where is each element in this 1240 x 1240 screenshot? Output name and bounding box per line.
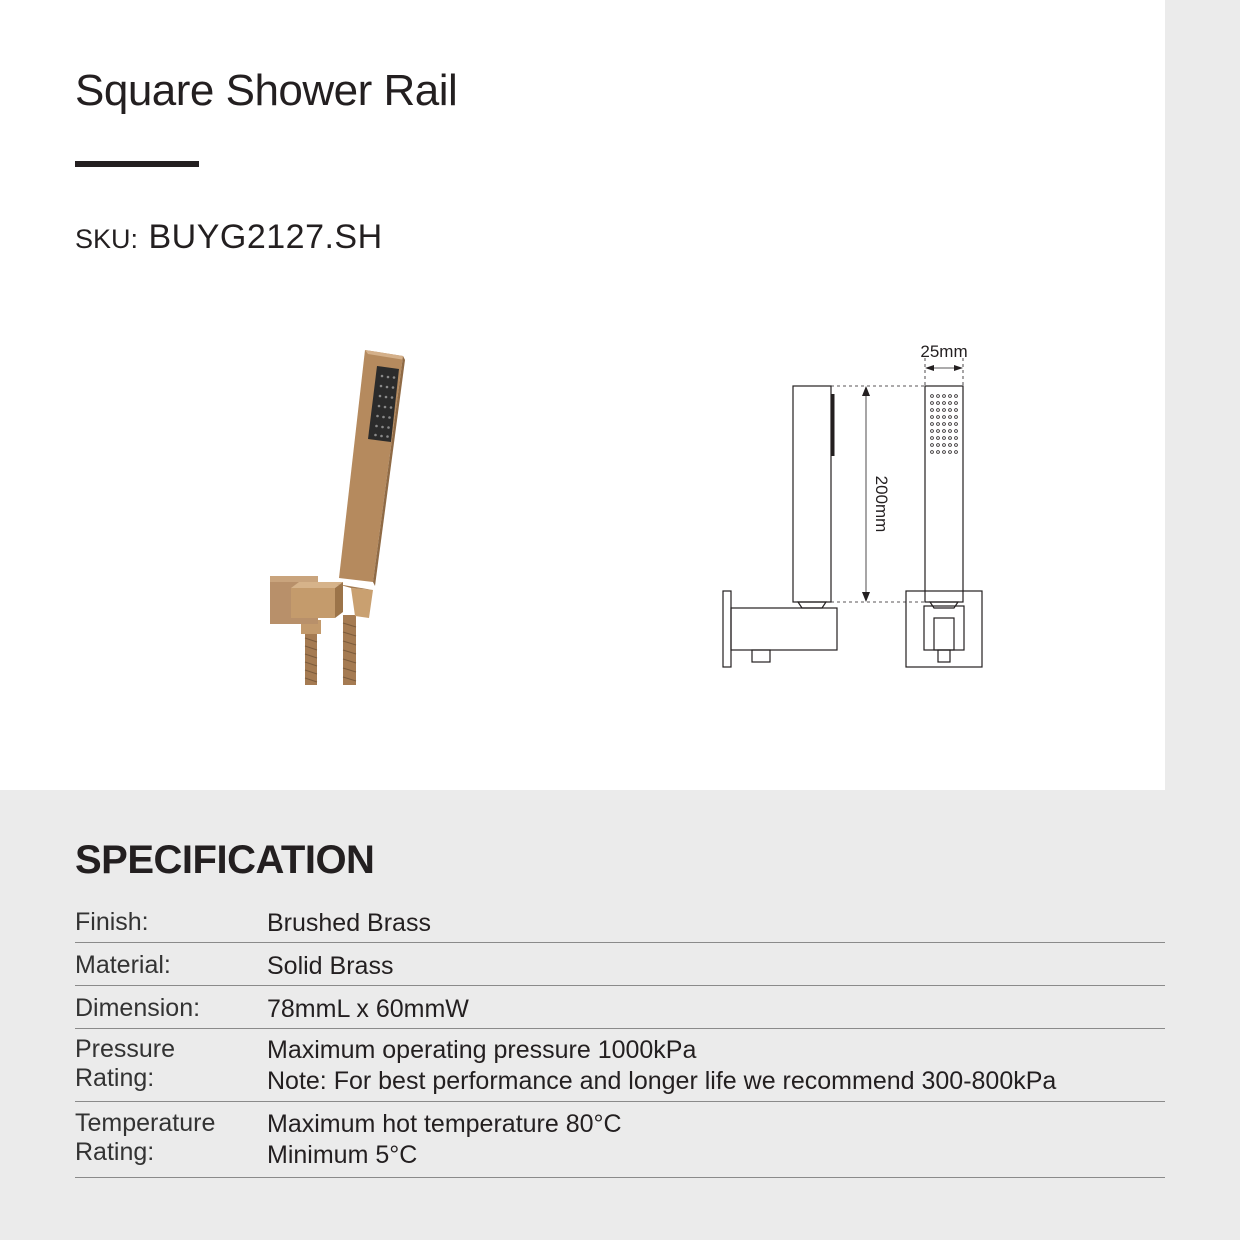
spec-label-line: Rating: (75, 1064, 155, 1092)
spec-label (75, 1035, 267, 1101)
spec-label-line: Pressure (75, 1035, 176, 1063)
width-dimension-label: 25mm (920, 342, 968, 361)
spec-row-pressure-rating (75, 1029, 1165, 1102)
title-underline (75, 161, 199, 167)
sku-value: BUYG2127.SH (148, 218, 383, 256)
spec-label-line: Temperature (75, 1109, 216, 1137)
spec-label: Material: (75, 951, 171, 979)
spec-row-finish (75, 903, 1165, 943)
spec-label-line: Rating: (75, 1138, 155, 1166)
sku-line (75, 218, 383, 257)
spec-value-line: Solid Brass (267, 952, 394, 980)
spec-label (75, 1109, 267, 1177)
spec-value (267, 1109, 1165, 1177)
spec-label: Dimension: (75, 994, 201, 1022)
spec-value-line: 78mmL x 60mmW (267, 995, 469, 1023)
spec-label: Finish: (75, 908, 149, 936)
spec-value-line: Maximum operating pressure 1000kPa (267, 1036, 697, 1064)
spec-value-line: Note: For best performance and longer life we recommend 300-800kPa (267, 1067, 1057, 1095)
spec-value-line: Minimum 5°C (267, 1141, 418, 1169)
sku-label: SKU: (75, 224, 139, 254)
spec-row-temperature-rating (75, 1102, 1165, 1178)
technical-drawing (710, 330, 1000, 680)
height-dimension-label: 200mm (872, 475, 891, 533)
specification-heading: SPECIFICATION (75, 838, 375, 882)
spec-value (267, 951, 1165, 985)
product-title: Square Shower Rail (75, 66, 458, 115)
spec-value-line: Maximum hot temperature 80°C (267, 1110, 622, 1138)
spec-value (267, 994, 1165, 1028)
product-photo (255, 340, 425, 685)
spec-value (267, 908, 1165, 942)
spec-value-line: Brushed Brass (267, 909, 431, 937)
spec-row-material (75, 943, 1165, 986)
spec-value (267, 1035, 1165, 1101)
specification-table (75, 903, 1165, 1178)
spec-row-dimension (75, 986, 1165, 1029)
